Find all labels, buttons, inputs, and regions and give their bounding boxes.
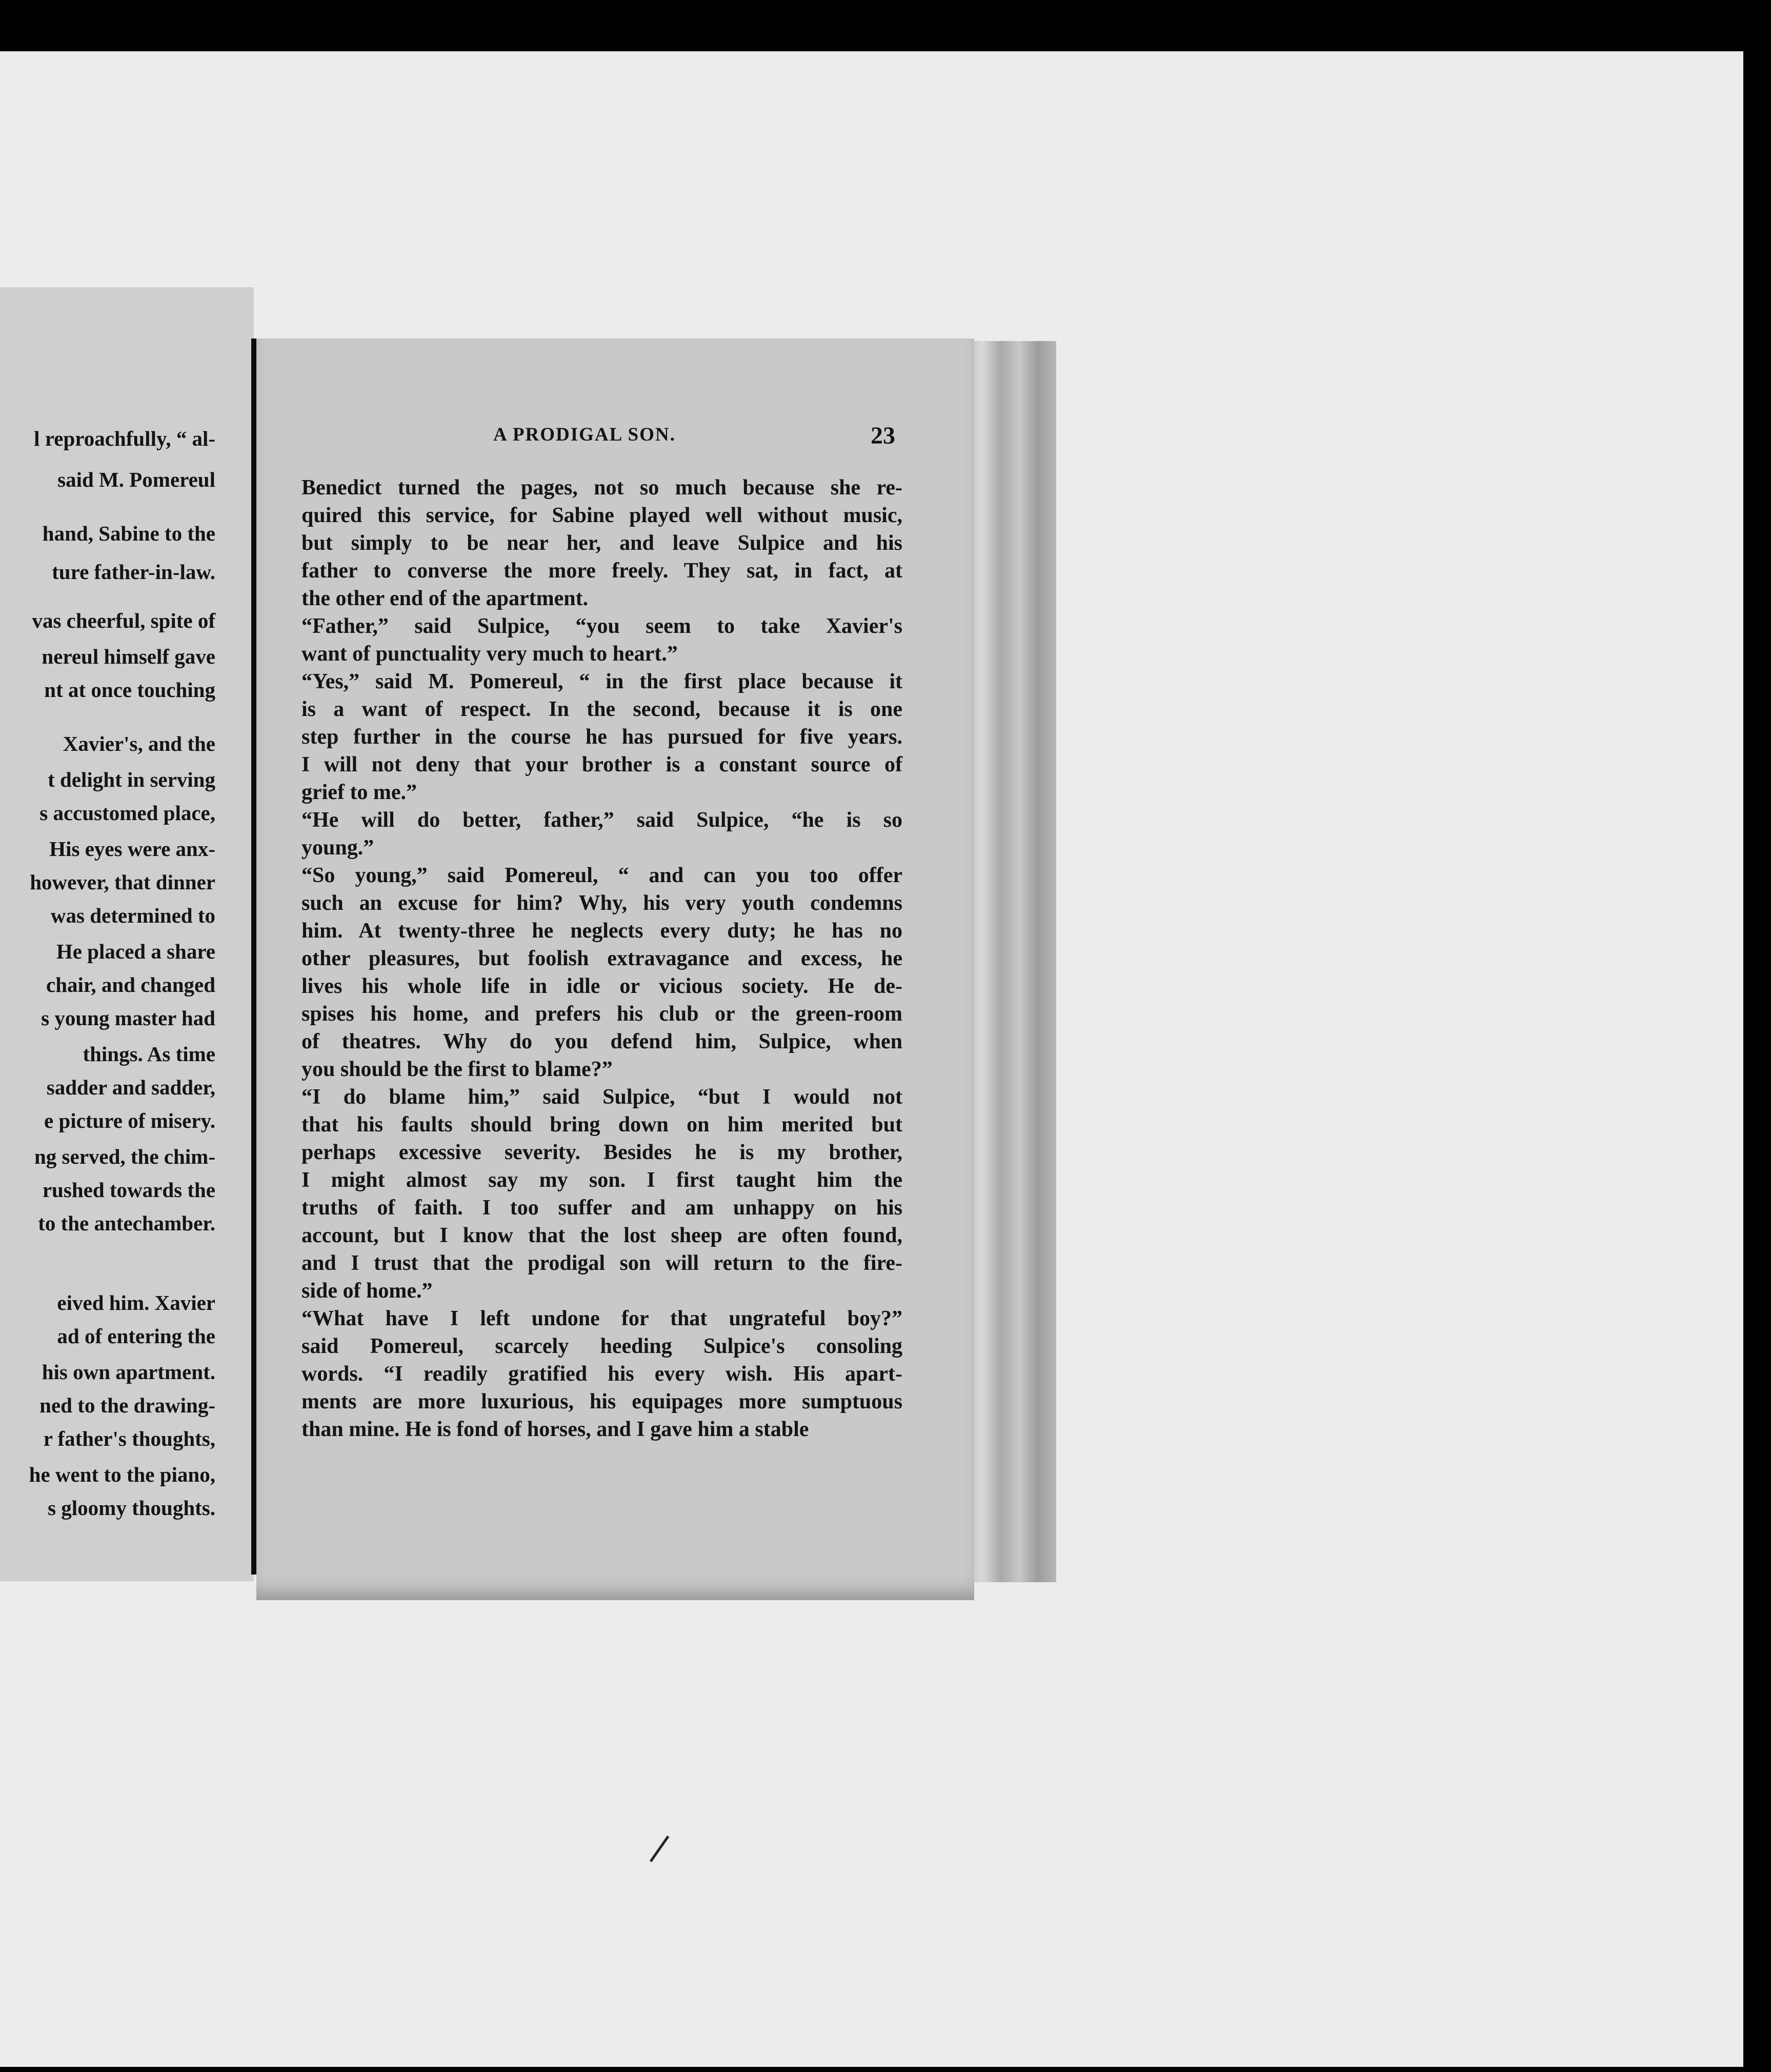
left-page-line: l reproachfully, “ al- — [34, 427, 215, 450]
left-page-line: his own apartment. — [42, 1360, 215, 1384]
left-page-line: s accustomed place, — [39, 801, 215, 825]
left-page-line: vas cheerful, spite of — [32, 609, 215, 632]
right-page-line: I might almost say my son. I first taught him the — [301, 1168, 902, 1192]
right-page-line: and I trust that the prodigal son will return to the fire- — [301, 1251, 902, 1275]
right-page-line: but simply to be near her, and leave Sulpice and his — [301, 531, 902, 555]
right-page-line: that his faults should bring down on him merited but — [301, 1113, 902, 1137]
left-page-line: Xavier's, and the — [63, 732, 215, 755]
left-page-line: said M. Pomereul — [57, 468, 215, 491]
right-page-line: lives his whole life in idle or vicious society. He de- — [301, 974, 902, 998]
right-page-line: spises his home, and prefers his club or the green-room — [301, 1002, 902, 1026]
left-page-line: things. As time — [83, 1042, 215, 1066]
right-page-line: “He will do better, father,” said Sulpice, “he is so — [301, 808, 902, 832]
left-page-line: however, that dinner — [30, 870, 215, 894]
left-page-line: ng served, the chim- — [34, 1145, 215, 1168]
left-page-line: eived him. Xavier — [57, 1291, 215, 1314]
right-page-line: him. At twenty-three he neglects every duty; he has no — [301, 919, 902, 943]
page-edges — [964, 341, 1056, 1582]
page-number: 23 — [871, 422, 895, 449]
book-spine — [251, 338, 256, 1575]
running-title: A PRODIGAL SON. — [493, 424, 676, 445]
right-page-line: other pleasures, but foolish extravagance and excess, he — [301, 947, 902, 970]
left-page-line: sadder and sadder, — [46, 1075, 215, 1099]
left-page-line: He placed a share — [56, 940, 215, 963]
right-page-line: side of home.” — [301, 1279, 433, 1303]
right-page-line: “So young,” said Pomereul, “ and can you too offer — [301, 864, 902, 887]
left-page-line: e picture of misery. — [44, 1109, 215, 1132]
left-page-line: ned to the drawing- — [39, 1393, 215, 1417]
right-page-line: quired this service, for Sabine played well without music, — [301, 504, 902, 527]
right-page-line: truths of faith. I too suffer and am unhappy on his — [301, 1196, 902, 1220]
left-page-line: His eyes were anx- — [49, 837, 215, 861]
right-page-line: than mine. He is fond of horses, and I gave him a stable — [301, 1418, 809, 1441]
left-page-line: to the antechamber. — [38, 1211, 215, 1235]
right-page-line: young.” — [301, 836, 374, 860]
left-page-line: s gloomy thoughts. — [48, 1496, 215, 1520]
left-page-line: nt at once touching — [44, 678, 215, 702]
left-page-line: nereul himself gave — [42, 645, 215, 668]
right-page-line: “Father,” said Sulpice, “you seem to take Xavier's — [301, 614, 902, 638]
right-page-line: step further in the course he has pursued for five years. — [301, 725, 902, 749]
right-page-line: you should be the first to blame?” — [301, 1058, 613, 1081]
right-page — [256, 338, 974, 1600]
right-page-line: such an excuse for him? Why, his very youth condemns — [301, 891, 902, 915]
right-page-line: words. “I readily gratified his every wish. His apart- — [301, 1362, 902, 1386]
left-page-line: hand, Sabine to the — [42, 522, 215, 545]
right-page-line: want of punctuality very much to heart.” — [301, 642, 678, 666]
right-page-line: grief to me.” — [301, 781, 417, 804]
right-page-line: “What have I left undone for that ungrateful boy?” — [301, 1307, 902, 1330]
right-page-line: ments are more luxurious, his equipages more sumptuous — [301, 1390, 902, 1413]
right-page-line: father to converse the more freely. They sat, in fact, at — [301, 559, 902, 583]
right-page-line: “I do blame him,” said Sulpice, “but I would not — [301, 1085, 902, 1109]
left-page-line: s young master had — [41, 1006, 215, 1030]
left-page-line: t delight in serving — [48, 768, 215, 791]
right-page-line: Benedict turned the pages, not so much because she re- — [301, 476, 902, 500]
left-page-line: ad of entering the — [57, 1324, 215, 1348]
right-page-line: I will not deny that your brother is a constant source of — [301, 753, 902, 776]
left-page-line: chair, and changed — [46, 973, 215, 997]
right-page-line: of theatres. Why do you defend him, Sulpice, when — [301, 1030, 902, 1053]
right-page-line: perhaps excessive severity. Besides he is my brother, — [301, 1141, 902, 1164]
left-page-line: rushed towards the — [42, 1178, 215, 1202]
left-page-line: ture father-in-law. — [52, 560, 215, 584]
scan-dot — [232, 2018, 239, 2028]
right-page-line: said Pomereul, scarcely heeding Sulpice's consoling — [301, 1334, 902, 1358]
right-page-line: account, but I know that the lost sheep are often found, — [301, 1224, 902, 1247]
right-page-line: “Yes,” said M. Pomereul, “ in the first place because it — [301, 670, 902, 693]
left-page-line: r father's thoughts, — [43, 1427, 215, 1450]
right-page-line: the other end of the apartment. — [301, 587, 589, 610]
left-page-line: was determined to — [50, 904, 215, 927]
left-page-line: he went to the piano, — [29, 1463, 215, 1486]
left-page — [0, 287, 254, 1581]
right-page-line: is a want of respect. In the second, because it is one — [301, 698, 902, 721]
